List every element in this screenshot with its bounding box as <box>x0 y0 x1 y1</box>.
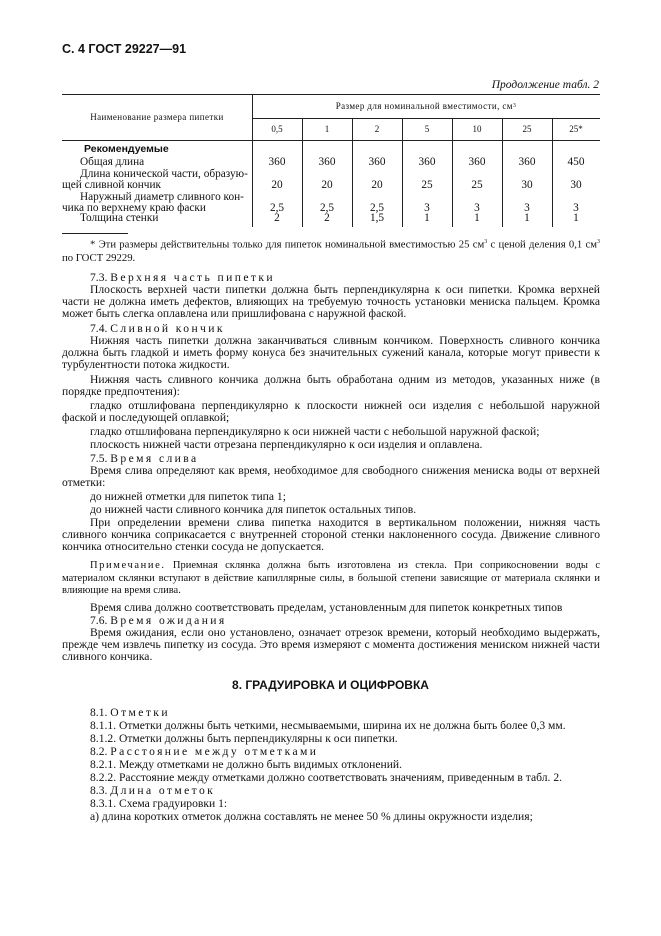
footnote-sup: 3 <box>484 239 488 245</box>
footnote-text: с ценой деления 0,1 см <box>487 238 598 251</box>
section-title: Сливной кончик <box>110 322 225 335</box>
section-7-3-text: Плоскость верхней части пипетки должна быть перпендикулярна к оси пипетки. Кромка верхней части не должна иметь дефектов, влияющих на требуемую точность установки мениска пальцем. Кромка может быть слегка оплавлена или пришлифована с наружной фаской. <box>62 283 600 321</box>
section-7-4-para-4: гладко отшлифована перпендикулярно к оси нижней части с небольшой наружной фаской; <box>90 425 540 438</box>
table-footnote <box>62 236 600 265</box>
table-continuation-label: Продолжение табл. 2 <box>491 79 599 91</box>
table-row-label: Общая длина <box>80 156 145 168</box>
section-title: Время слива <box>110 452 199 465</box>
table-vol-header: 10 <box>472 124 482 134</box>
table-row-label: Наружный диаметр сливного кон- <box>80 191 244 203</box>
volume-header-text: Размер для номинальной вместимости, см <box>335 101 513 111</box>
table-col-header-name: Наименование размера пипетки <box>90 112 224 122</box>
table-cell: 30 <box>570 179 582 191</box>
section-number: 7.5. <box>90 452 108 465</box>
table-cell: 360 <box>518 156 536 168</box>
table-cell: 25 <box>421 179 433 191</box>
table-cell: 1 <box>474 212 480 224</box>
table-row-label-cont: щей сливной кончик <box>62 179 162 191</box>
section-7-4-para-1: Нижняя часть пипетки должна заканчиваться сливным кончиком. Поверхность сливного кончика должна быть гладкой и иметь форму конуса без значительных сужений канала, которые могут привести к турбулентности потока жидкости. <box>62 334 600 372</box>
section-8-2-2: 8.2.2. Расстояние между отметками должно соответствовать значениям, приведенным в табл. 2. <box>90 771 563 784</box>
table-cell: 2,5 <box>369 202 385 214</box>
table-vol-header: 25 <box>522 124 532 134</box>
page-header: С. 4 ГОСТ 29227—91 <box>62 42 187 56</box>
table-cell: 1 <box>524 212 530 224</box>
section-title: Отметки <box>110 706 170 719</box>
section-title: Длина отметок <box>110 784 216 797</box>
section-7-5-para-5: Время слива должно соответствовать пределам, установленным для пипеток конкретных типов <box>90 601 563 614</box>
table-cell: 20 <box>271 179 283 191</box>
table-cell: 3 <box>573 202 579 214</box>
section-7-5-para-3: до нижней части сливного кончика для пипеток остальных типов. <box>90 503 417 516</box>
table-cell: 2,5 <box>269 202 285 214</box>
table-cell: 360 <box>468 156 486 168</box>
section-8-3-heading <box>90 784 628 797</box>
table-row-label: Длина конической части, образую- <box>80 168 248 180</box>
section-7-5-para-2: до нижней отметки для пипеток типа 1; <box>90 490 286 503</box>
section-number: 8.3. <box>90 784 108 797</box>
section-number: 7.4. <box>90 322 108 335</box>
table-cell: 1 <box>424 212 430 224</box>
section-8-1-2: 8.1.2. Отметки должны быть перпендикулярны к оси пипетки. <box>90 732 398 745</box>
table-vol-header: 25* <box>569 124 583 134</box>
table-vol-header: 5 <box>424 124 430 134</box>
table-row-label: Толщина стенки <box>80 212 159 224</box>
table-cell: 30 <box>521 179 533 191</box>
section-number: 7.3. <box>90 271 108 284</box>
table-cell: 2,5 <box>319 202 335 214</box>
table-cell: 360 <box>268 156 286 168</box>
volume-header-sup: 3 <box>512 103 517 109</box>
section-8-title: 8. ГРАДУИРОВКА И ОЦИФРОВКА <box>232 678 429 692</box>
section-8-1-1: 8.1.1. Отметки должны быть четкими, несмываемыми, ширина их не должна быть более 0,3 мм. <box>90 719 566 732</box>
section-number: 8.1. <box>90 706 108 719</box>
table-row-label-cont: чика по верхнему краю фаски <box>62 202 206 214</box>
table-cell: 450 <box>567 156 585 168</box>
table-head-bottom-rule <box>62 140 600 141</box>
table-cell: 25 <box>471 179 483 191</box>
section-title: Расстояние между отметками <box>110 745 319 758</box>
section-number: 7.6. <box>90 614 108 627</box>
section-7-5-para-4: При определении времени слива пипетка находится в вертикальном положении, нижняя часть сливного кончика соприкасается с внутренней стороной стенки наклоненного сосуда. Движение сливного кончика относительно стенки сосуда не допускается. <box>62 516 600 554</box>
section-title: Верхняя часть пипетки <box>110 271 275 284</box>
note-text: Приемная склянка должна быть изготовлена из стекла. При соприкосновении воды с материалом склянки вступают в действие капиллярные силы, в большой степени зависящие от материала склянки и влияющие на время слива. <box>62 560 600 596</box>
table-cell: 3 <box>524 202 530 214</box>
section-7-4-para-3: гладко отшлифована перпендикулярно к плоскости нижней оси изделия с небольшой наружной фаской и последующей оплавкой; <box>62 399 600 425</box>
table-cell: 2 <box>324 212 330 224</box>
section-8-1-heading <box>90 706 628 719</box>
table-cell: 20 <box>321 179 333 191</box>
table-cell: 1 <box>573 212 579 224</box>
table-cell: 3 <box>474 202 480 214</box>
note-label: Примечание. <box>90 560 166 571</box>
table-col-header-volume <box>252 94 600 118</box>
section-title: Время ожидания <box>110 614 227 627</box>
section-8-3-1-a: а) длина коротких отметок должна составлять не менее 50 % длины окружности изделия; <box>90 810 533 823</box>
table-cell: 20 <box>371 179 383 191</box>
section-number: 8.2. <box>90 745 108 758</box>
table-vol-header: 0,5 <box>271 124 283 134</box>
section-7-4-para-5: плоскость нижней части отрезана перпендикулярно к оси изделия и оплавлена. <box>90 438 483 451</box>
table-cell: 2 <box>274 212 280 224</box>
section-8-3-1: 8.3.1. Схема градуировки 1: <box>90 797 228 810</box>
table-cell: 3 <box>424 202 430 214</box>
table-vol-header: 1 <box>324 124 330 134</box>
section-8-2-heading <box>90 745 628 758</box>
table-cell: 360 <box>318 156 336 168</box>
footnote-sup: 3 <box>597 239 601 245</box>
section-7-5-para-1: Время слива определяют как время, необходимое для свободного снижения мениска воды от верхней отметки: <box>62 464 600 490</box>
section-7-6-text: Время ожидания, если оно установлено, означает отрезок времени, который необходимо выдержать, прежде чем извлечь пипетку из сосуда. Это время измеряют с момента достижения мениском нижней части сливного кончика. <box>62 626 600 664</box>
section-8-2-1: 8.2.1. Между отметками не должно быть видимых отклонений. <box>90 758 403 771</box>
section-7-5-note <box>62 560 600 598</box>
footnote-text: * Эти размеры действительны только для пипеток номинальной вместимостью 25 см <box>90 238 485 251</box>
table-cell: 1,5 <box>369 212 385 224</box>
table-cell: 360 <box>368 156 386 168</box>
footnote-text: по ГОСТ 29229. <box>62 251 136 264</box>
footnote-rule <box>62 233 128 234</box>
table-vol-header: 2 <box>374 124 380 134</box>
section-7-4-para-2: Нижняя часть сливного кончика должна быть обработана одним из методов, указанных ниже (в порядке предпочтения): <box>62 373 600 399</box>
table-group-label: Рекомендуемые <box>84 143 169 155</box>
table-cell: 360 <box>418 156 436 168</box>
